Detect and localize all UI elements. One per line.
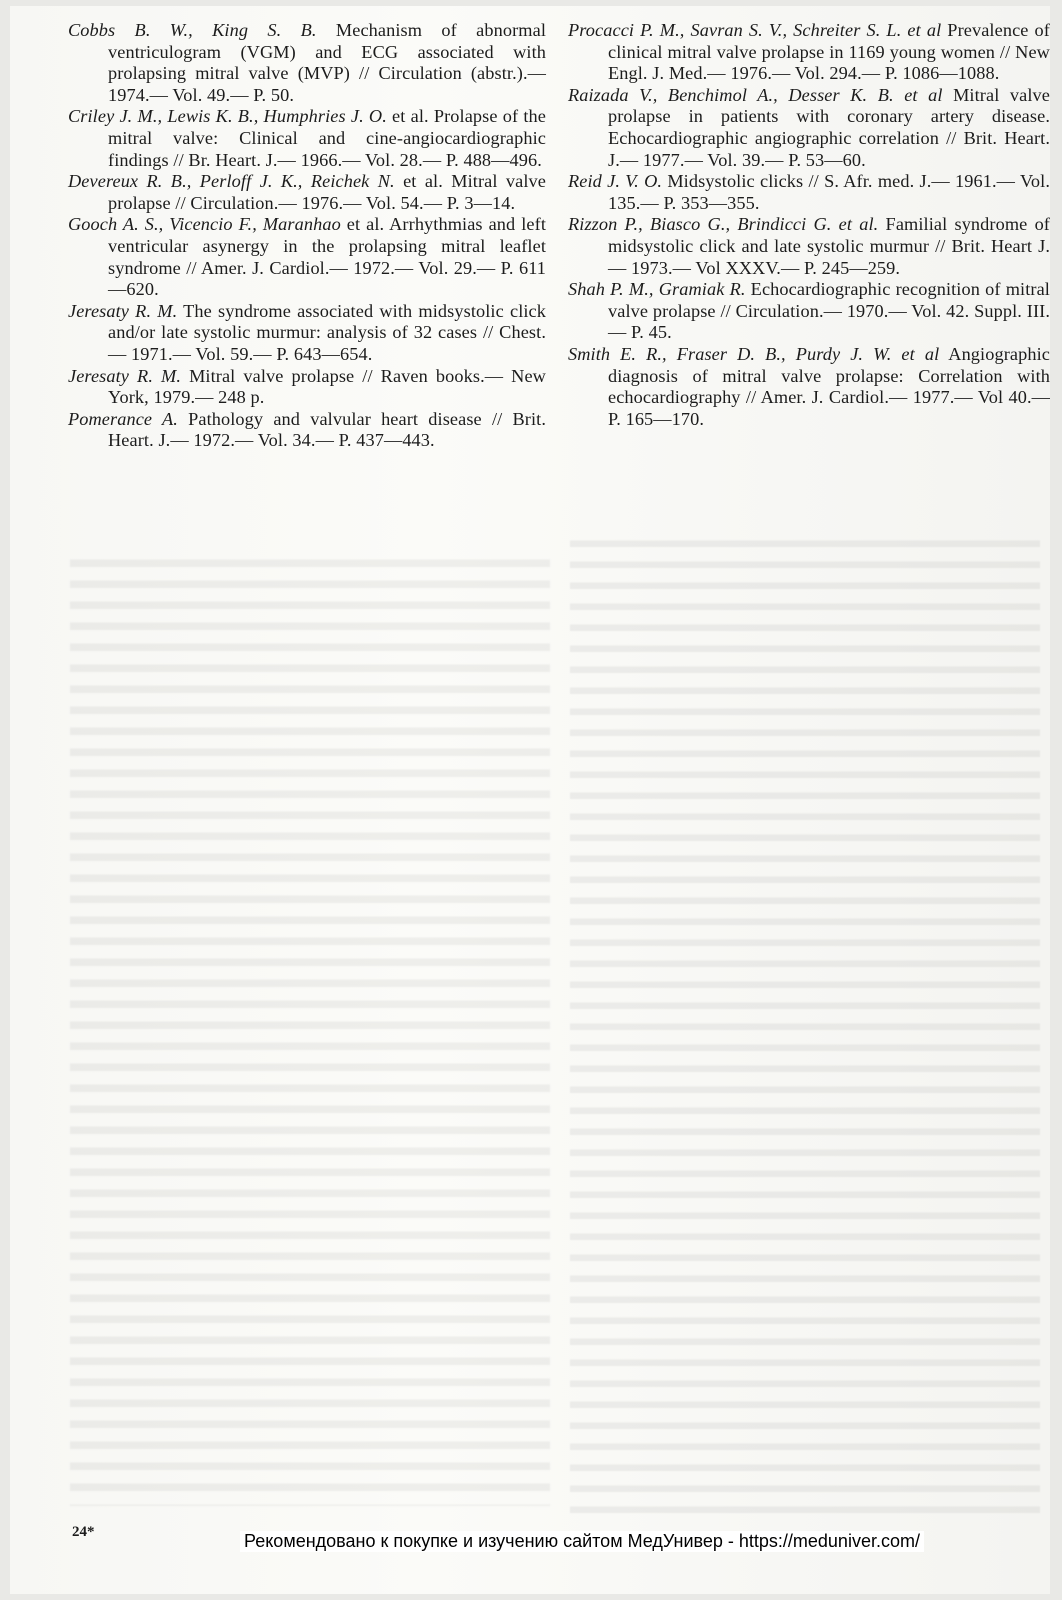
bleed-through-text-left <box>70 546 550 1506</box>
reference-authors: Devereux R. B., Perloff J. K., Reichek N. <box>68 171 395 192</box>
reference-authors: Raizada V., Benchimol A., Desser K. B. et al <box>568 84 943 105</box>
reference-text: Midsystolic clicks // S. Afr. med. J.— 1961.— Vol. 135.— P. 353—355. <box>608 171 1050 213</box>
reference-text: Pathology and valvular heart disease // Brit. Heart. J.— 1972.— Vol. 34.— P. 437—443. <box>108 408 546 451</box>
reference-text: et al. Mitral valve prolapse // Circulation.— 1976.— Vol. 54.— P. 3—14. <box>108 171 546 213</box>
reference-entry <box>68 409 546 452</box>
footer-watermark: Рекомендовано к покупке и изучению сайтом МедУнивер - https://meduniver.com/ <box>240 1531 924 1552</box>
reference-authors: Procacci P. M., Savran S. V., Schreiter S. L. et al <box>568 20 942 40</box>
reference-text: et al. Arrhythmias and left ventricular asynergy in the prolapsing mitral leaflet syndrome // Amer. J. Cardiol.— 1972.— Vol. 29.— P. 611—620. <box>108 214 547 300</box>
reference-text: Familial syndrome of midsystolic click and late systolic murmur // Brit. Heart J.— 1973.— Vol XXXV.— P. 245—259. <box>608 214 1050 278</box>
reference-authors: Pomerance A. <box>68 408 178 429</box>
reference-text: Mechanism of abnormal ventriculogram (VGM) and ECG associated with prolapsing mitral valve (MVP) // Circulation (abstr.).— 1974.— Vol. 49.— P. 50. <box>108 20 547 105</box>
reference-entry <box>68 214 546 300</box>
reference-authors: Rizzon P., Biasco G., Brindicci G. et al. <box>568 214 879 235</box>
reference-text: Mitral valve prolapse // Raven books.— New York, 1979.— 248 p. <box>108 365 546 408</box>
reference-text: et al. Prolapse of the mitral valve: Clinical and cine-angiocardiographic findings // Br. Heart. J.— 1966.— Vol. 28.— P. 488—496. <box>108 106 546 170</box>
reference-entry <box>68 366 546 409</box>
reference-authors: Jeresaty R. M. <box>68 365 182 386</box>
reference-authors: Shah P. M., Gramiak R. <box>568 279 746 300</box>
scanned-page <box>10 6 1050 1594</box>
reference-text: Angiographic diagnosis of mitral valve prolapse: Correlation with echocardiography // Amer. J. Cardiol.— 1977.— Vol 40.— P. 165—170. <box>608 343 1050 429</box>
references-column-right <box>568 20 1050 430</box>
reference-text: Prevalence of clinical mitral valve prolapse in 1169 young women // New Engl. J. Med.— 1976.— Vol. 294.— P. 1086—1088. <box>608 20 1050 84</box>
reference-authors: Criley J. M., Lewis K. B., Humphries J. O. <box>68 106 387 127</box>
reference-entry <box>68 106 546 171</box>
reference-entry <box>68 171 546 214</box>
reference-text: Mitral valve prolapse in patients with coronary artery disease. Echocardiographic angiographic correlation // Brit. Heart. J.— 1977.— Vol. 39.— P. 53—60. <box>608 84 1050 170</box>
reference-authors: Smith E. R., Fraser D. B., Purdy J. W. et al <box>568 343 940 364</box>
reference-authors: Jeresaty R. M. <box>68 300 178 321</box>
reference-entry <box>68 20 546 106</box>
reference-entry <box>568 171 1050 214</box>
reference-entry <box>568 85 1050 171</box>
reference-entry <box>68 301 546 366</box>
reference-text: Echocardiographic recognition of mitral valve prolapse // Circulation.— 1970.— Vol. 42. Suppl. III.— P. 45. <box>608 279 1050 343</box>
reference-entry <box>568 344 1050 430</box>
reference-entry <box>568 20 1050 85</box>
reference-authors: Gooch A. S., Vicencio F., Maranhao <box>68 214 341 235</box>
bleed-through-text-right <box>570 526 1040 1526</box>
reference-authors: Reid J. V. O. <box>568 171 663 192</box>
references-column-left <box>68 20 546 452</box>
reference-authors: Cobbs B. W., King S. B. <box>68 20 317 40</box>
reference-entry <box>568 279 1050 344</box>
reference-text: The syndrome associated with midsystolic click and/or late systolic murmur: analysis of 32 cases // Chest.— 1971.— Vol. 59.— P. 643—654. <box>108 300 547 364</box>
page-number: 24* <box>72 1524 95 1540</box>
reference-entry <box>568 214 1050 279</box>
